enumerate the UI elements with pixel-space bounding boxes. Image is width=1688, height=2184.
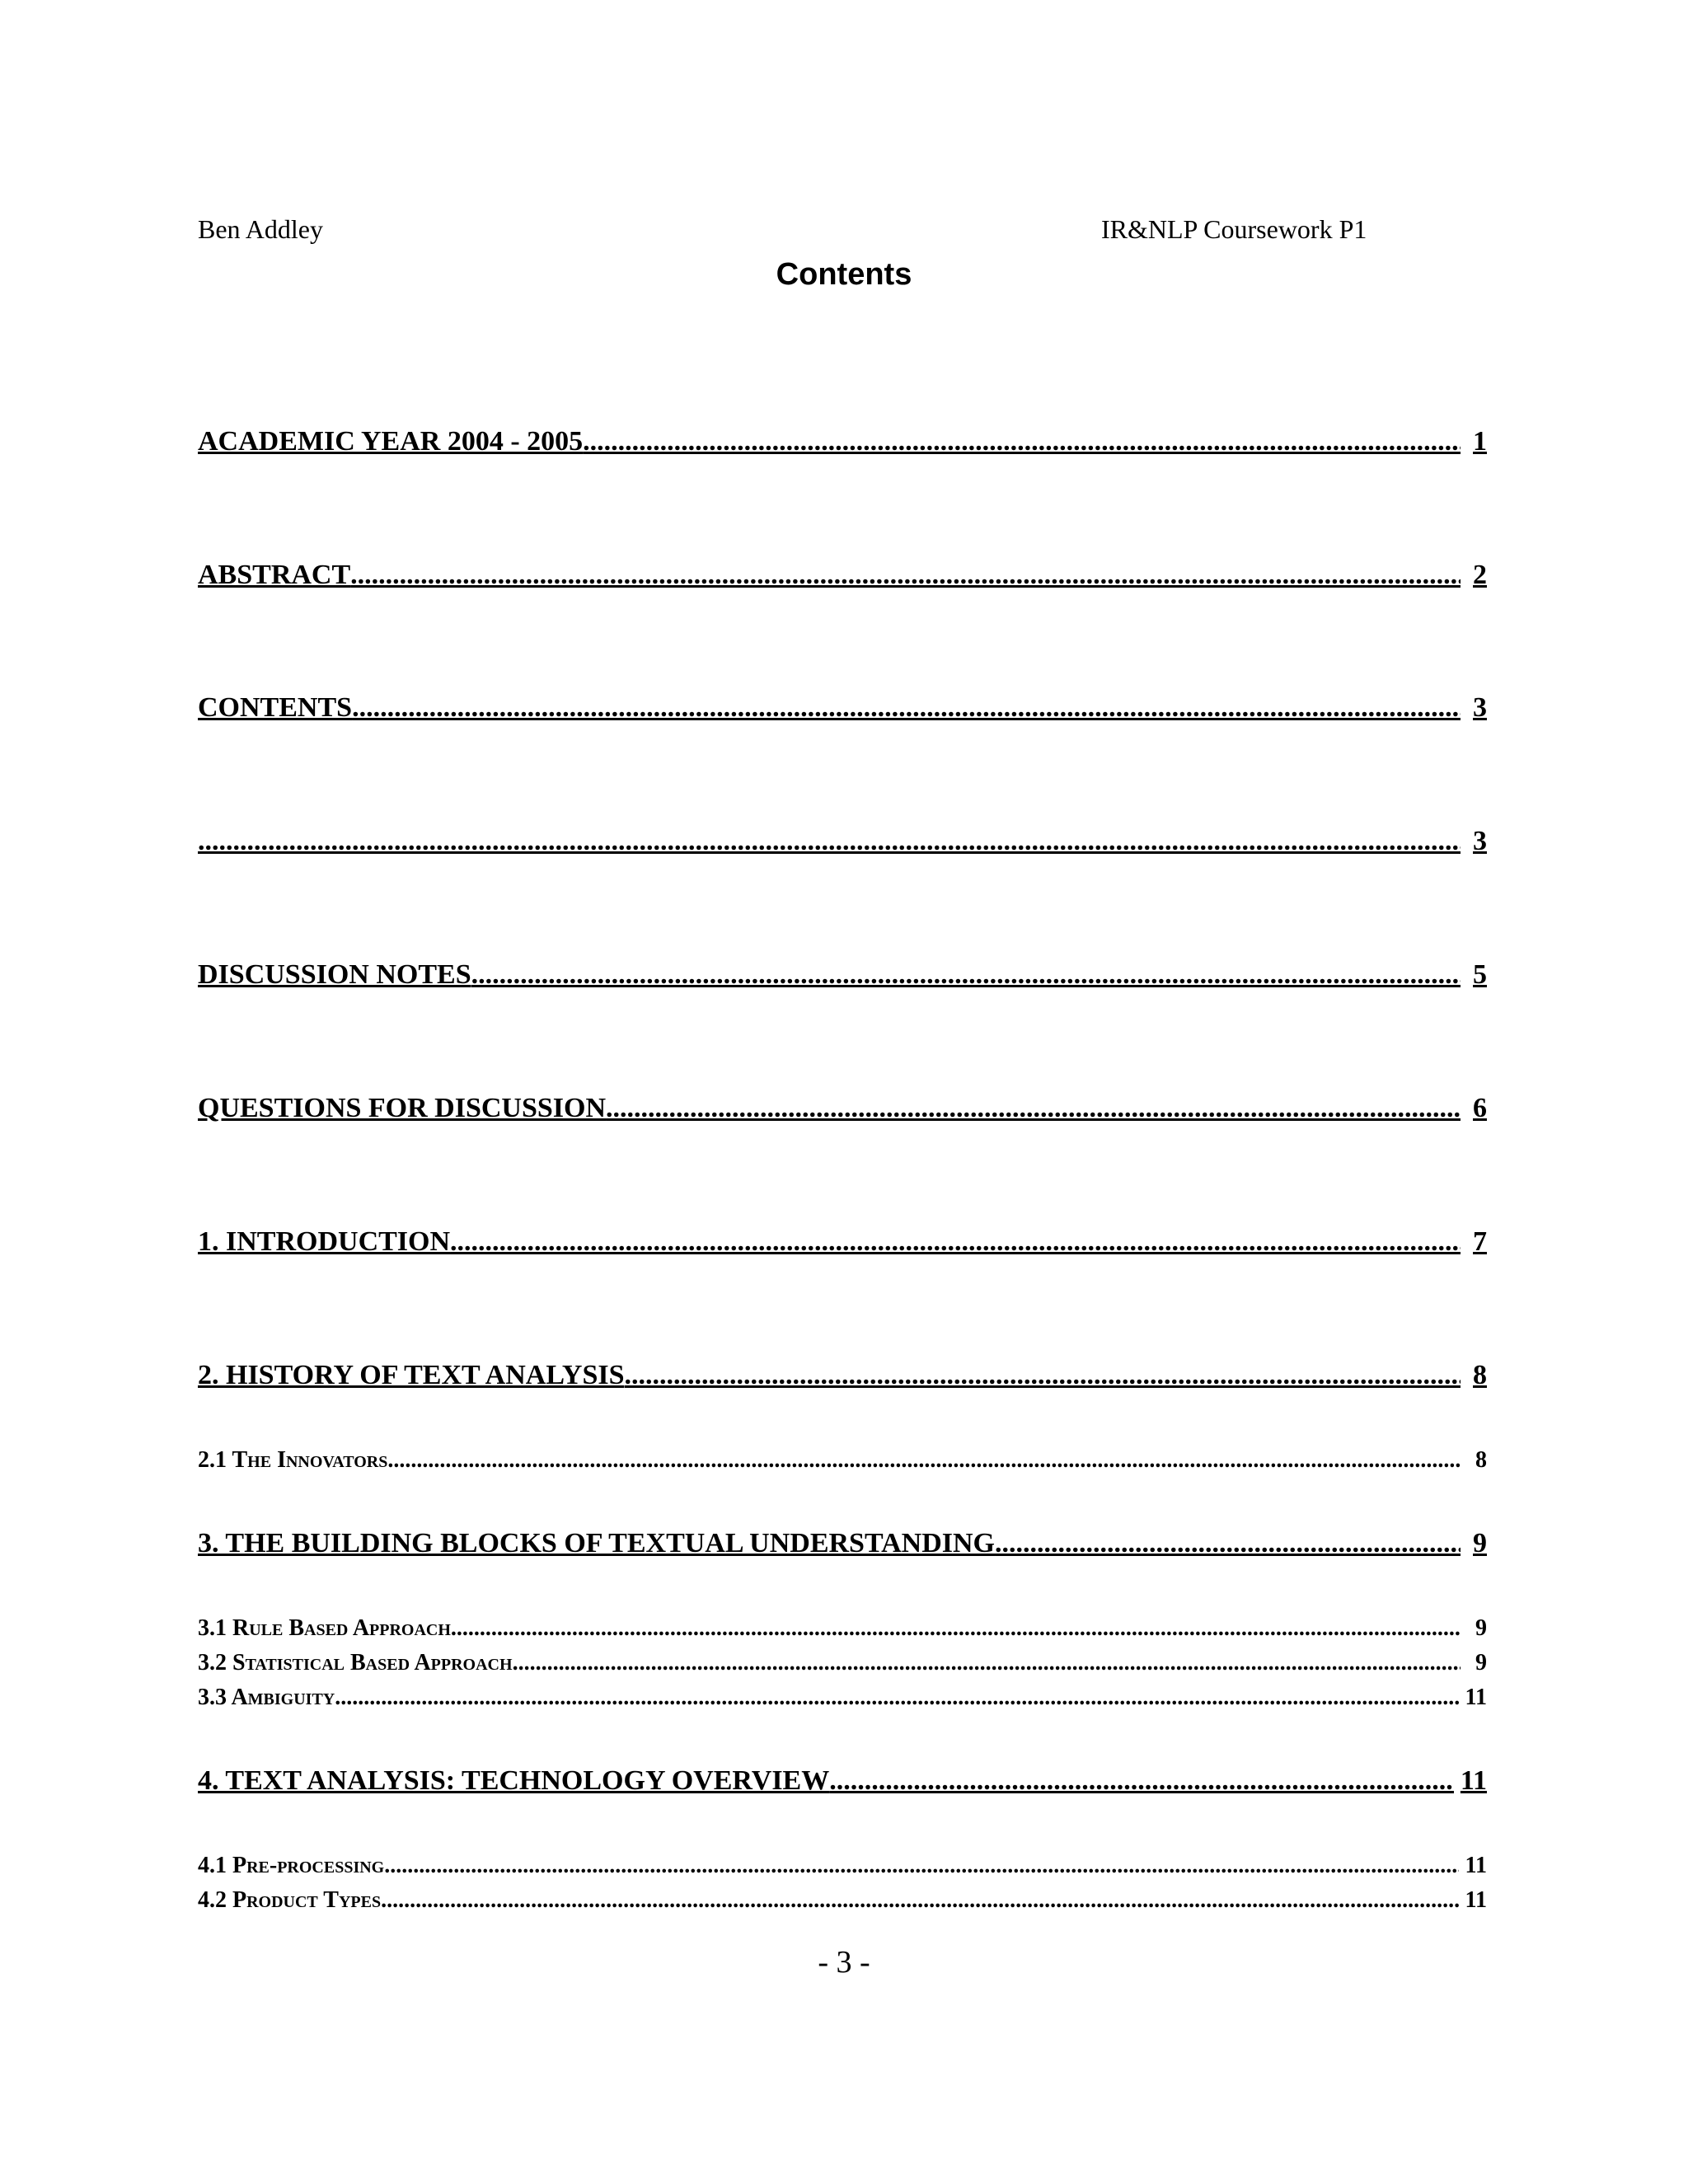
toc-entry-technology-overview[interactable] — [198, 1764, 1487, 1798]
toc-entry-label: 2. HISTORY OF TEXT ANALYSIS — [198, 1360, 625, 1390]
toc-entry-abstract[interactable] — [198, 558, 1487, 593]
toc-leader — [995, 1526, 1461, 1561]
toc-subentry-ambiguity[interactable] — [198, 1683, 1487, 1713]
toc-subentry-pre-processing[interactable] — [198, 1851, 1487, 1881]
toc-entry-page: 11 — [1460, 1765, 1487, 1796]
toc-entry-label: ABSTRACT — [198, 560, 351, 590]
toc-leader — [471, 958, 1461, 992]
toc-subentry-the-innovators[interactable] — [198, 1446, 1487, 1475]
toc-leader — [829, 1764, 1454, 1798]
toc-leader — [387, 1446, 1461, 1475]
toc-subentry-rule-based-approach[interactable] — [198, 1614, 1487, 1643]
toc-entry-questions-for-discussion[interactable] — [198, 1091, 1487, 1126]
toc-entry-introduction[interactable] — [198, 1225, 1487, 1259]
toc-entry-page: 9 — [1473, 1528, 1487, 1558]
toc-subentry-statistical-based-approach[interactable] — [198, 1648, 1487, 1678]
toc-entry-page: 3 — [1473, 692, 1487, 723]
toc-entry-page: 1 — [1473, 426, 1487, 457]
page-number: - 3 - — [818, 1945, 870, 1980]
toc-entry-label: 3.3 Ambiguity — [198, 1685, 335, 1710]
toc-entry-page: 11 — [1465, 1685, 1487, 1710]
toc-entry-label: 4.1 Pre-processing — [198, 1853, 385, 1878]
toc-leader — [350, 558, 1461, 593]
toc-leader — [335, 1683, 1458, 1713]
toc-entry-academic-year[interactable] — [198, 424, 1487, 459]
toc-entry-page: 3 — [1473, 826, 1487, 856]
toc-leader — [606, 1091, 1461, 1126]
toc-entry-label: 4.2 Product Types — [198, 1887, 382, 1913]
toc-entry-building-blocks[interactable] — [198, 1526, 1487, 1561]
toc-entry-label: 3.2 Statistical Based Approach — [198, 1650, 513, 1675]
toc-entry-history-of-text-analysis[interactable] — [198, 1358, 1487, 1393]
toc-entry-label: QUESTIONS FOR DISCUSSION — [198, 1093, 607, 1123]
toc-entry-untitled[interactable] — [198, 824, 1487, 859]
toc-entry-page: 8 — [1475, 1447, 1487, 1473]
toc-entry-contents[interactable] — [198, 691, 1487, 725]
toc-leader — [381, 1886, 1458, 1915]
toc-entry-label: CONTENTS — [198, 692, 353, 723]
toc-entry-page: 11 — [1465, 1887, 1487, 1913]
toc-entry-page: 5 — [1473, 959, 1487, 990]
toc-entry-label: DISCUSSION NOTES — [198, 959, 471, 990]
toc-leader — [384, 1851, 1458, 1881]
toc-entry-page: 7 — [1473, 1226, 1487, 1257]
toc-leader — [451, 1614, 1461, 1643]
toc-subentry-product-types[interactable] — [198, 1886, 1487, 1915]
toc-entry-label: ACADEMIC YEAR 2004 - 2005 — [198, 426, 584, 457]
toc-entry-page: 11 — [1465, 1853, 1487, 1878]
toc-entry-label: 2.1 The Innovators — [198, 1447, 388, 1473]
toc-leader — [583, 424, 1461, 459]
toc-entry-discussion-notes[interactable] — [198, 958, 1487, 992]
page-title: Contents — [776, 257, 912, 292]
page-header-course: IR&NLP Coursework P1 — [1101, 214, 1367, 244]
toc-leader — [450, 1225, 1461, 1259]
toc-entry-page: 9 — [1475, 1650, 1487, 1675]
toc-entry-label: 4. TEXT ANALYSIS: TECHNOLOGY OVERVIEW — [198, 1765, 830, 1796]
toc-entry-page: 9 — [1475, 1615, 1487, 1641]
toc-leader — [352, 691, 1461, 725]
toc-entry-page: 2 — [1473, 560, 1487, 590]
toc-leader — [513, 1648, 1461, 1678]
toc-leader — [198, 824, 1461, 859]
toc-entry-label: 1. INTRODUCTION — [198, 1226, 451, 1257]
toc-leader — [625, 1358, 1461, 1393]
toc-entry-page: 8 — [1473, 1360, 1487, 1390]
toc-entry-label: 3. THE BUILDING BLOCKS OF TEXTUAL UNDERSTANDING — [198, 1528, 996, 1558]
toc-entry-page: 6 — [1473, 1093, 1487, 1123]
toc-entry-label: 3.1 Rule Based Approach — [198, 1615, 451, 1641]
page-header-author: Ben Addley — [198, 214, 323, 244]
